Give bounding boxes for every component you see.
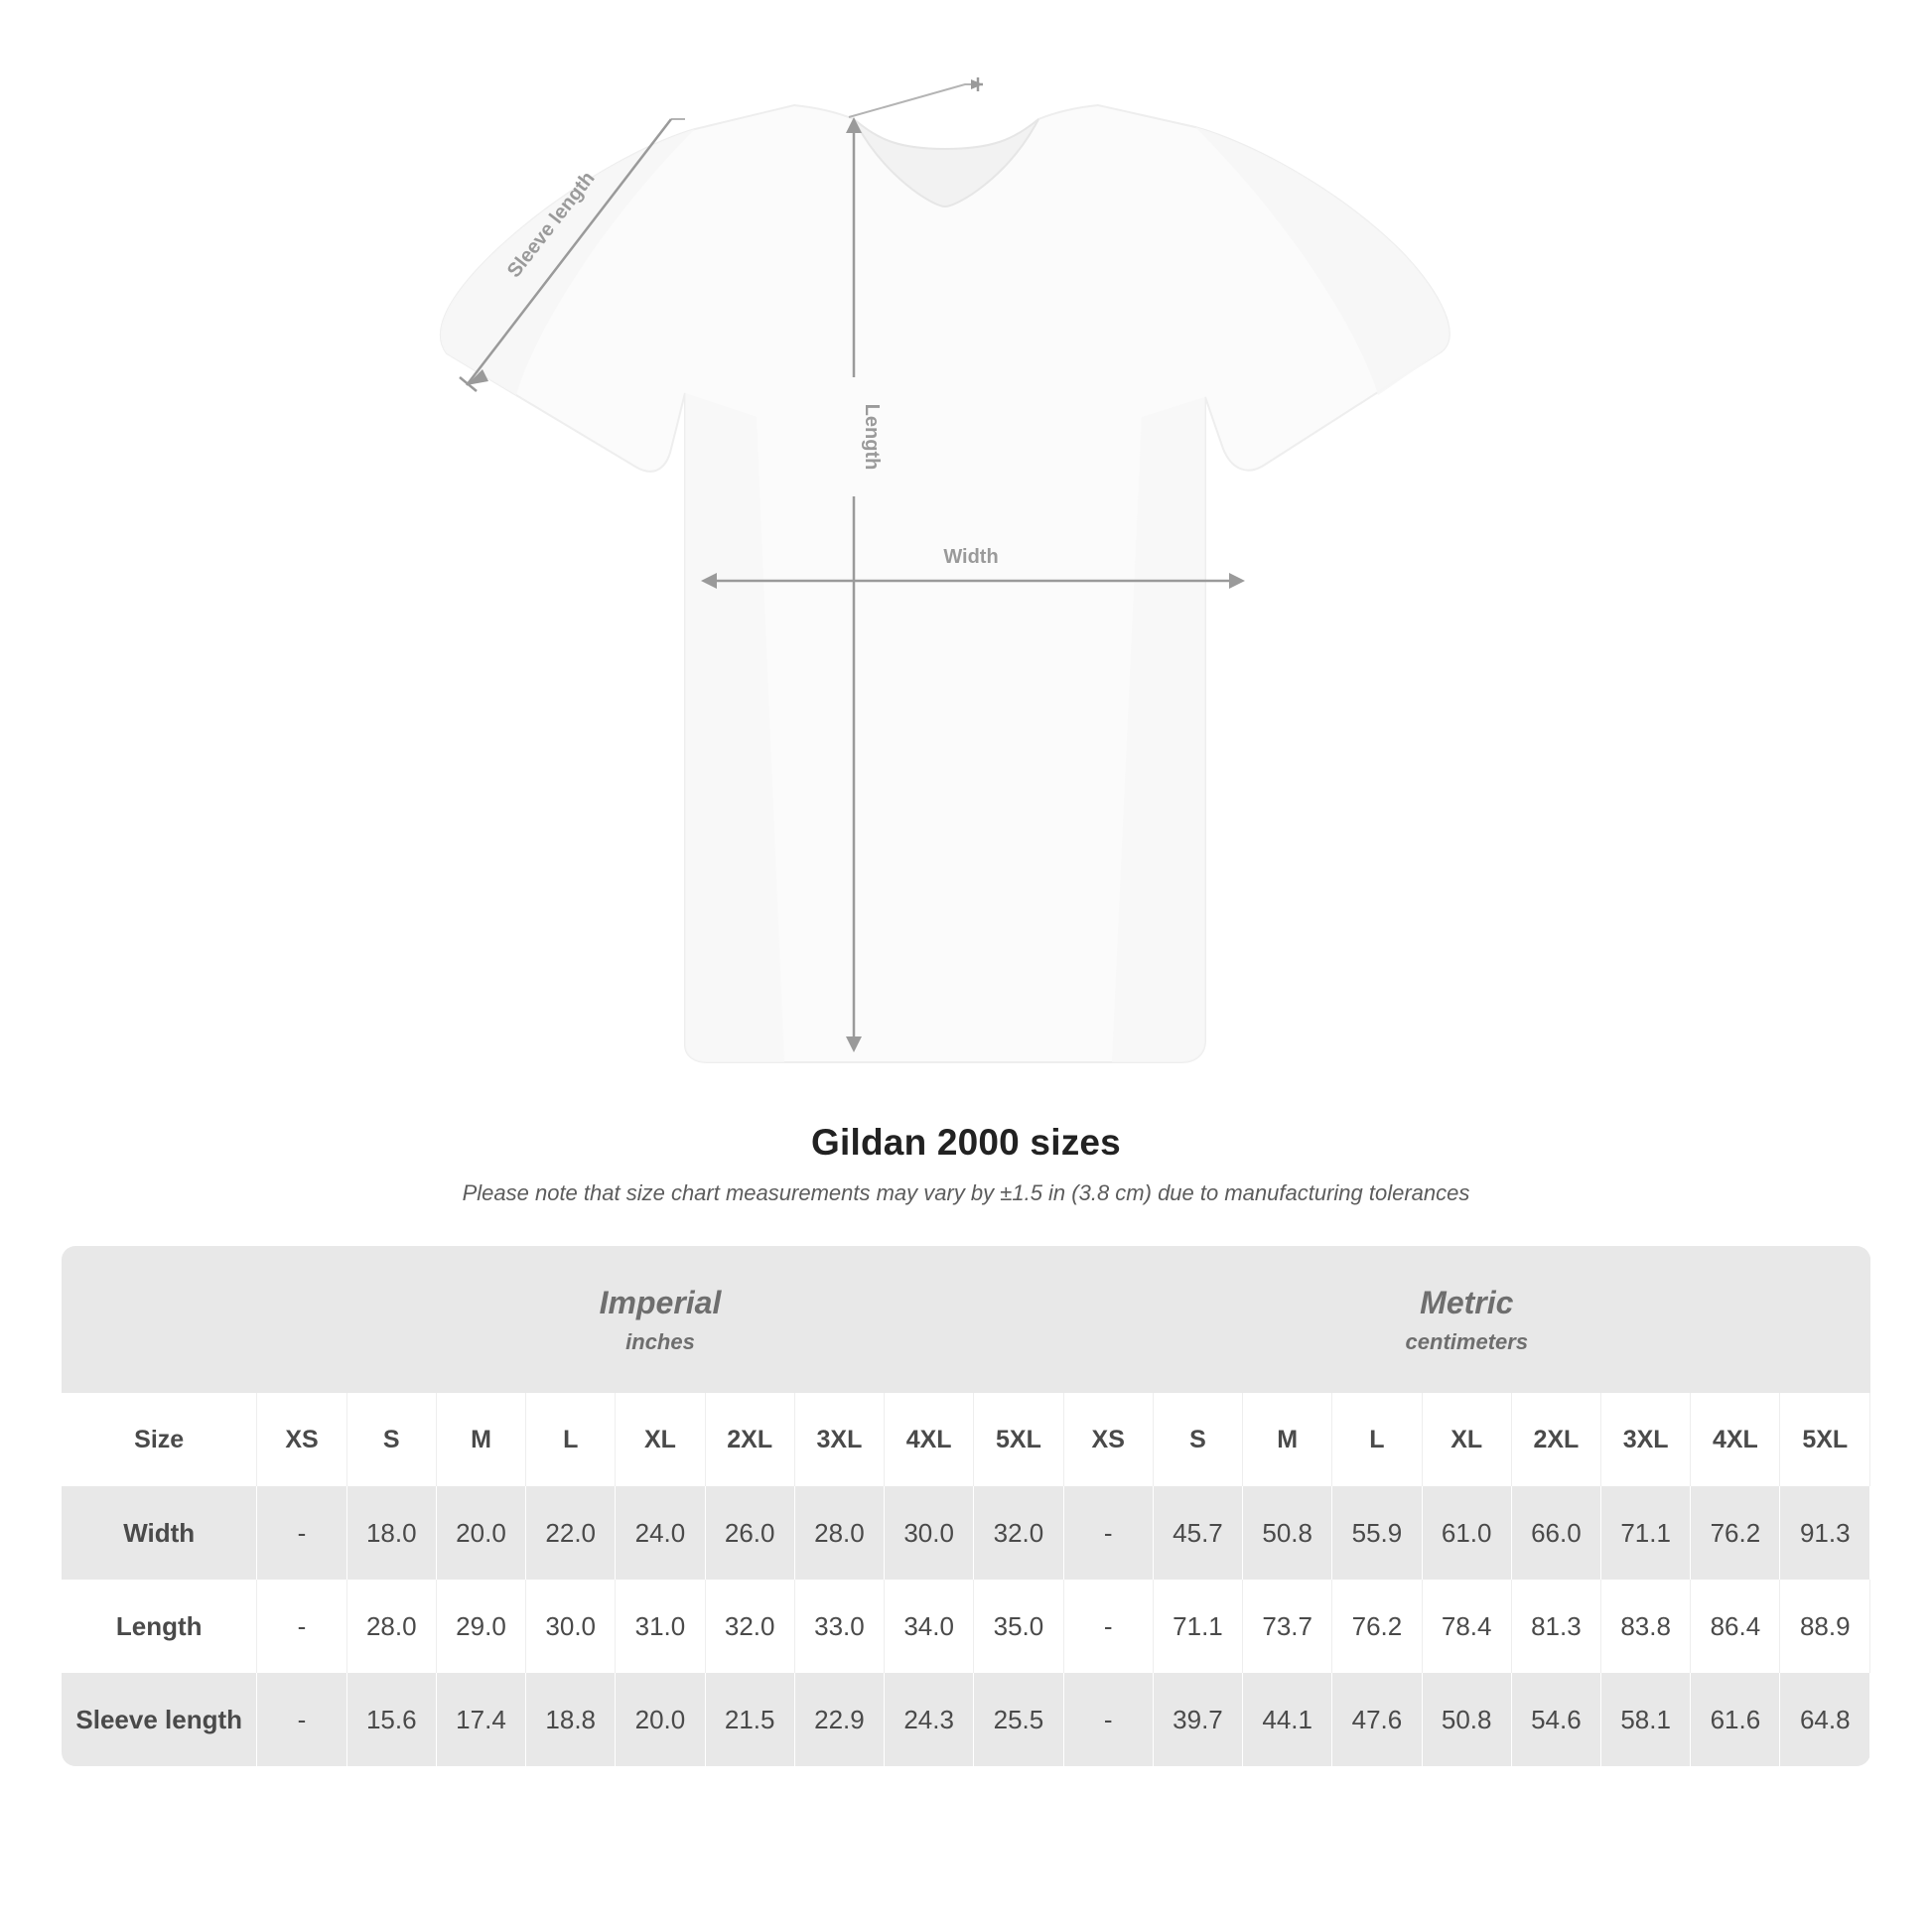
column-header-size: Size bbox=[62, 1393, 257, 1486]
unit-header-row bbox=[62, 1246, 1870, 1393]
cell-length-imperial-5xl: 35.0 bbox=[974, 1580, 1063, 1673]
cell-length-imperial-xl: 31.0 bbox=[616, 1580, 705, 1673]
cell-length-metric-xs: - bbox=[1063, 1580, 1153, 1673]
column-header-imperial-xs: XS bbox=[257, 1393, 346, 1486]
cell-sleeve-imperial-4xl: 24.3 bbox=[885, 1673, 974, 1766]
cell-width-imperial-s: 18.0 bbox=[346, 1486, 436, 1580]
column-header-imperial-3xl: 3XL bbox=[794, 1393, 884, 1486]
cell-length-metric-s: 71.1 bbox=[1153, 1580, 1242, 1673]
cell-sleeve-metric-2xl: 54.6 bbox=[1511, 1673, 1600, 1766]
cell-length-metric-2xl: 81.3 bbox=[1511, 1580, 1600, 1673]
cell-sleeve-metric-m: 44.1 bbox=[1243, 1673, 1332, 1766]
cell-length-imperial-s: 28.0 bbox=[346, 1580, 436, 1673]
cell-width-metric-xs: - bbox=[1063, 1486, 1153, 1580]
row-label-width: Width bbox=[62, 1486, 257, 1580]
column-header-imperial-s: S bbox=[346, 1393, 436, 1486]
cell-length-imperial-xs: - bbox=[257, 1580, 346, 1673]
cell-sleeve-imperial-xl: 20.0 bbox=[616, 1673, 705, 1766]
cell-length-imperial-3xl: 33.0 bbox=[794, 1580, 884, 1673]
cell-sleeve-metric-xl: 50.8 bbox=[1422, 1673, 1511, 1766]
cell-sleeve-imperial-2xl: 21.5 bbox=[705, 1673, 794, 1766]
cell-sleeve-imperial-s: 15.6 bbox=[346, 1673, 436, 1766]
cell-width-metric-2xl: 66.0 bbox=[1511, 1486, 1600, 1580]
cell-length-imperial-4xl: 34.0 bbox=[885, 1580, 974, 1673]
cell-width-metric-xl: 61.0 bbox=[1422, 1486, 1511, 1580]
column-header-metric-3xl: 3XL bbox=[1601, 1393, 1691, 1486]
cell-width-imperial-4xl: 30.0 bbox=[885, 1486, 974, 1580]
unit-imperial bbox=[257, 1246, 1063, 1393]
column-header-metric-s: S bbox=[1153, 1393, 1242, 1486]
table-row bbox=[62, 1580, 1870, 1673]
column-header-metric-2xl: 2XL bbox=[1511, 1393, 1600, 1486]
cell-length-metric-3xl: 83.8 bbox=[1601, 1580, 1691, 1673]
column-header-imperial-4xl: 4XL bbox=[885, 1393, 974, 1486]
page-title: Gildan 2000 sizes bbox=[811, 1122, 1121, 1163]
cell-length-imperial-l: 30.0 bbox=[526, 1580, 616, 1673]
sleeve-length-label: Sleeve length bbox=[502, 167, 600, 282]
column-header-metric-5xl: 5XL bbox=[1780, 1393, 1870, 1486]
column-header-imperial-m: M bbox=[436, 1393, 525, 1486]
column-header-metric-xs: XS bbox=[1063, 1393, 1153, 1486]
cell-length-metric-4xl: 86.4 bbox=[1691, 1580, 1780, 1673]
column-header-imperial-xl: XL bbox=[616, 1393, 705, 1486]
cell-sleeve-metric-4xl: 61.6 bbox=[1691, 1673, 1780, 1766]
cell-length-metric-l: 76.2 bbox=[1332, 1580, 1422, 1673]
cell-width-imperial-m: 20.0 bbox=[436, 1486, 525, 1580]
column-header-metric-xl: XL bbox=[1422, 1393, 1511, 1486]
cell-width-imperial-2xl: 26.0 bbox=[705, 1486, 794, 1580]
unit-metric-name: Metric bbox=[1420, 1284, 1514, 1320]
column-header-imperial-2xl: 2XL bbox=[705, 1393, 794, 1486]
unit-imperial-name: Imperial bbox=[599, 1284, 722, 1320]
cell-sleeve-imperial-l: 18.8 bbox=[526, 1673, 616, 1766]
cell-width-metric-3xl: 71.1 bbox=[1601, 1486, 1691, 1580]
cell-sleeve-metric-xs: - bbox=[1063, 1673, 1153, 1766]
cell-width-metric-m: 50.8 bbox=[1243, 1486, 1332, 1580]
unit-metric bbox=[1063, 1246, 1869, 1393]
column-header-metric-m: M bbox=[1243, 1393, 1332, 1486]
cell-sleeve-imperial-3xl: 22.9 bbox=[794, 1673, 884, 1766]
cell-sleeve-imperial-xs: - bbox=[257, 1673, 346, 1766]
cell-width-metric-l: 55.9 bbox=[1332, 1486, 1422, 1580]
title-block bbox=[0, 1122, 1932, 1206]
width-label: Width bbox=[943, 546, 999, 568]
tolerance-note: Please note that size chart measurements may vary by ±1.5 in (3.8 cm) due to manufacturing tolerances bbox=[462, 1180, 1470, 1205]
length-label: Length bbox=[861, 403, 883, 471]
column-header-imperial-l: L bbox=[526, 1393, 616, 1486]
size-header-row bbox=[62, 1393, 1870, 1486]
column-header-metric-l: L bbox=[1332, 1393, 1422, 1486]
row-label-length: Length bbox=[62, 1580, 257, 1673]
size-table-wrap bbox=[62, 1246, 1870, 1766]
cell-width-imperial-xl: 24.0 bbox=[616, 1486, 705, 1580]
tshirt-shape bbox=[441, 105, 1449, 1062]
table-row bbox=[62, 1486, 1870, 1580]
cell-length-metric-5xl: 88.9 bbox=[1780, 1580, 1870, 1673]
cell-width-metric-s: 45.7 bbox=[1153, 1486, 1242, 1580]
cell-sleeve-metric-l: 47.6 bbox=[1332, 1673, 1422, 1766]
cell-width-imperial-l: 22.0 bbox=[526, 1486, 616, 1580]
cell-width-metric-4xl: 76.2 bbox=[1691, 1486, 1780, 1580]
cell-length-imperial-m: 29.0 bbox=[436, 1580, 525, 1673]
cell-length-imperial-2xl: 32.0 bbox=[705, 1580, 794, 1673]
cell-sleeve-imperial-5xl: 25.5 bbox=[974, 1673, 1063, 1766]
column-header-metric-4xl: 4XL bbox=[1691, 1393, 1780, 1486]
column-header-imperial-5xl: 5XL bbox=[974, 1393, 1063, 1486]
cell-sleeve-metric-5xl: 64.8 bbox=[1780, 1673, 1870, 1766]
cell-width-imperial-5xl: 32.0 bbox=[974, 1486, 1063, 1580]
size-table bbox=[62, 1246, 1870, 1766]
table-row bbox=[62, 1673, 1870, 1766]
row-label-sleeve-length: Sleeve length bbox=[62, 1673, 257, 1766]
cell-width-imperial-3xl: 28.0 bbox=[794, 1486, 884, 1580]
cell-length-metric-xl: 78.4 bbox=[1422, 1580, 1511, 1673]
cell-width-imperial-xs: - bbox=[257, 1486, 346, 1580]
cell-sleeve-metric-s: 39.7 bbox=[1153, 1673, 1242, 1766]
cell-sleeve-imperial-m: 17.4 bbox=[436, 1673, 525, 1766]
unit-imperial-sub: inches bbox=[625, 1328, 695, 1354]
unit-spacer bbox=[62, 1246, 257, 1393]
unit-metric-sub: centimeters bbox=[1405, 1328, 1529, 1354]
cell-width-metric-5xl: 91.3 bbox=[1780, 1486, 1870, 1580]
cell-sleeve-metric-3xl: 58.1 bbox=[1601, 1673, 1691, 1766]
cell-length-metric-m: 73.7 bbox=[1243, 1580, 1332, 1673]
